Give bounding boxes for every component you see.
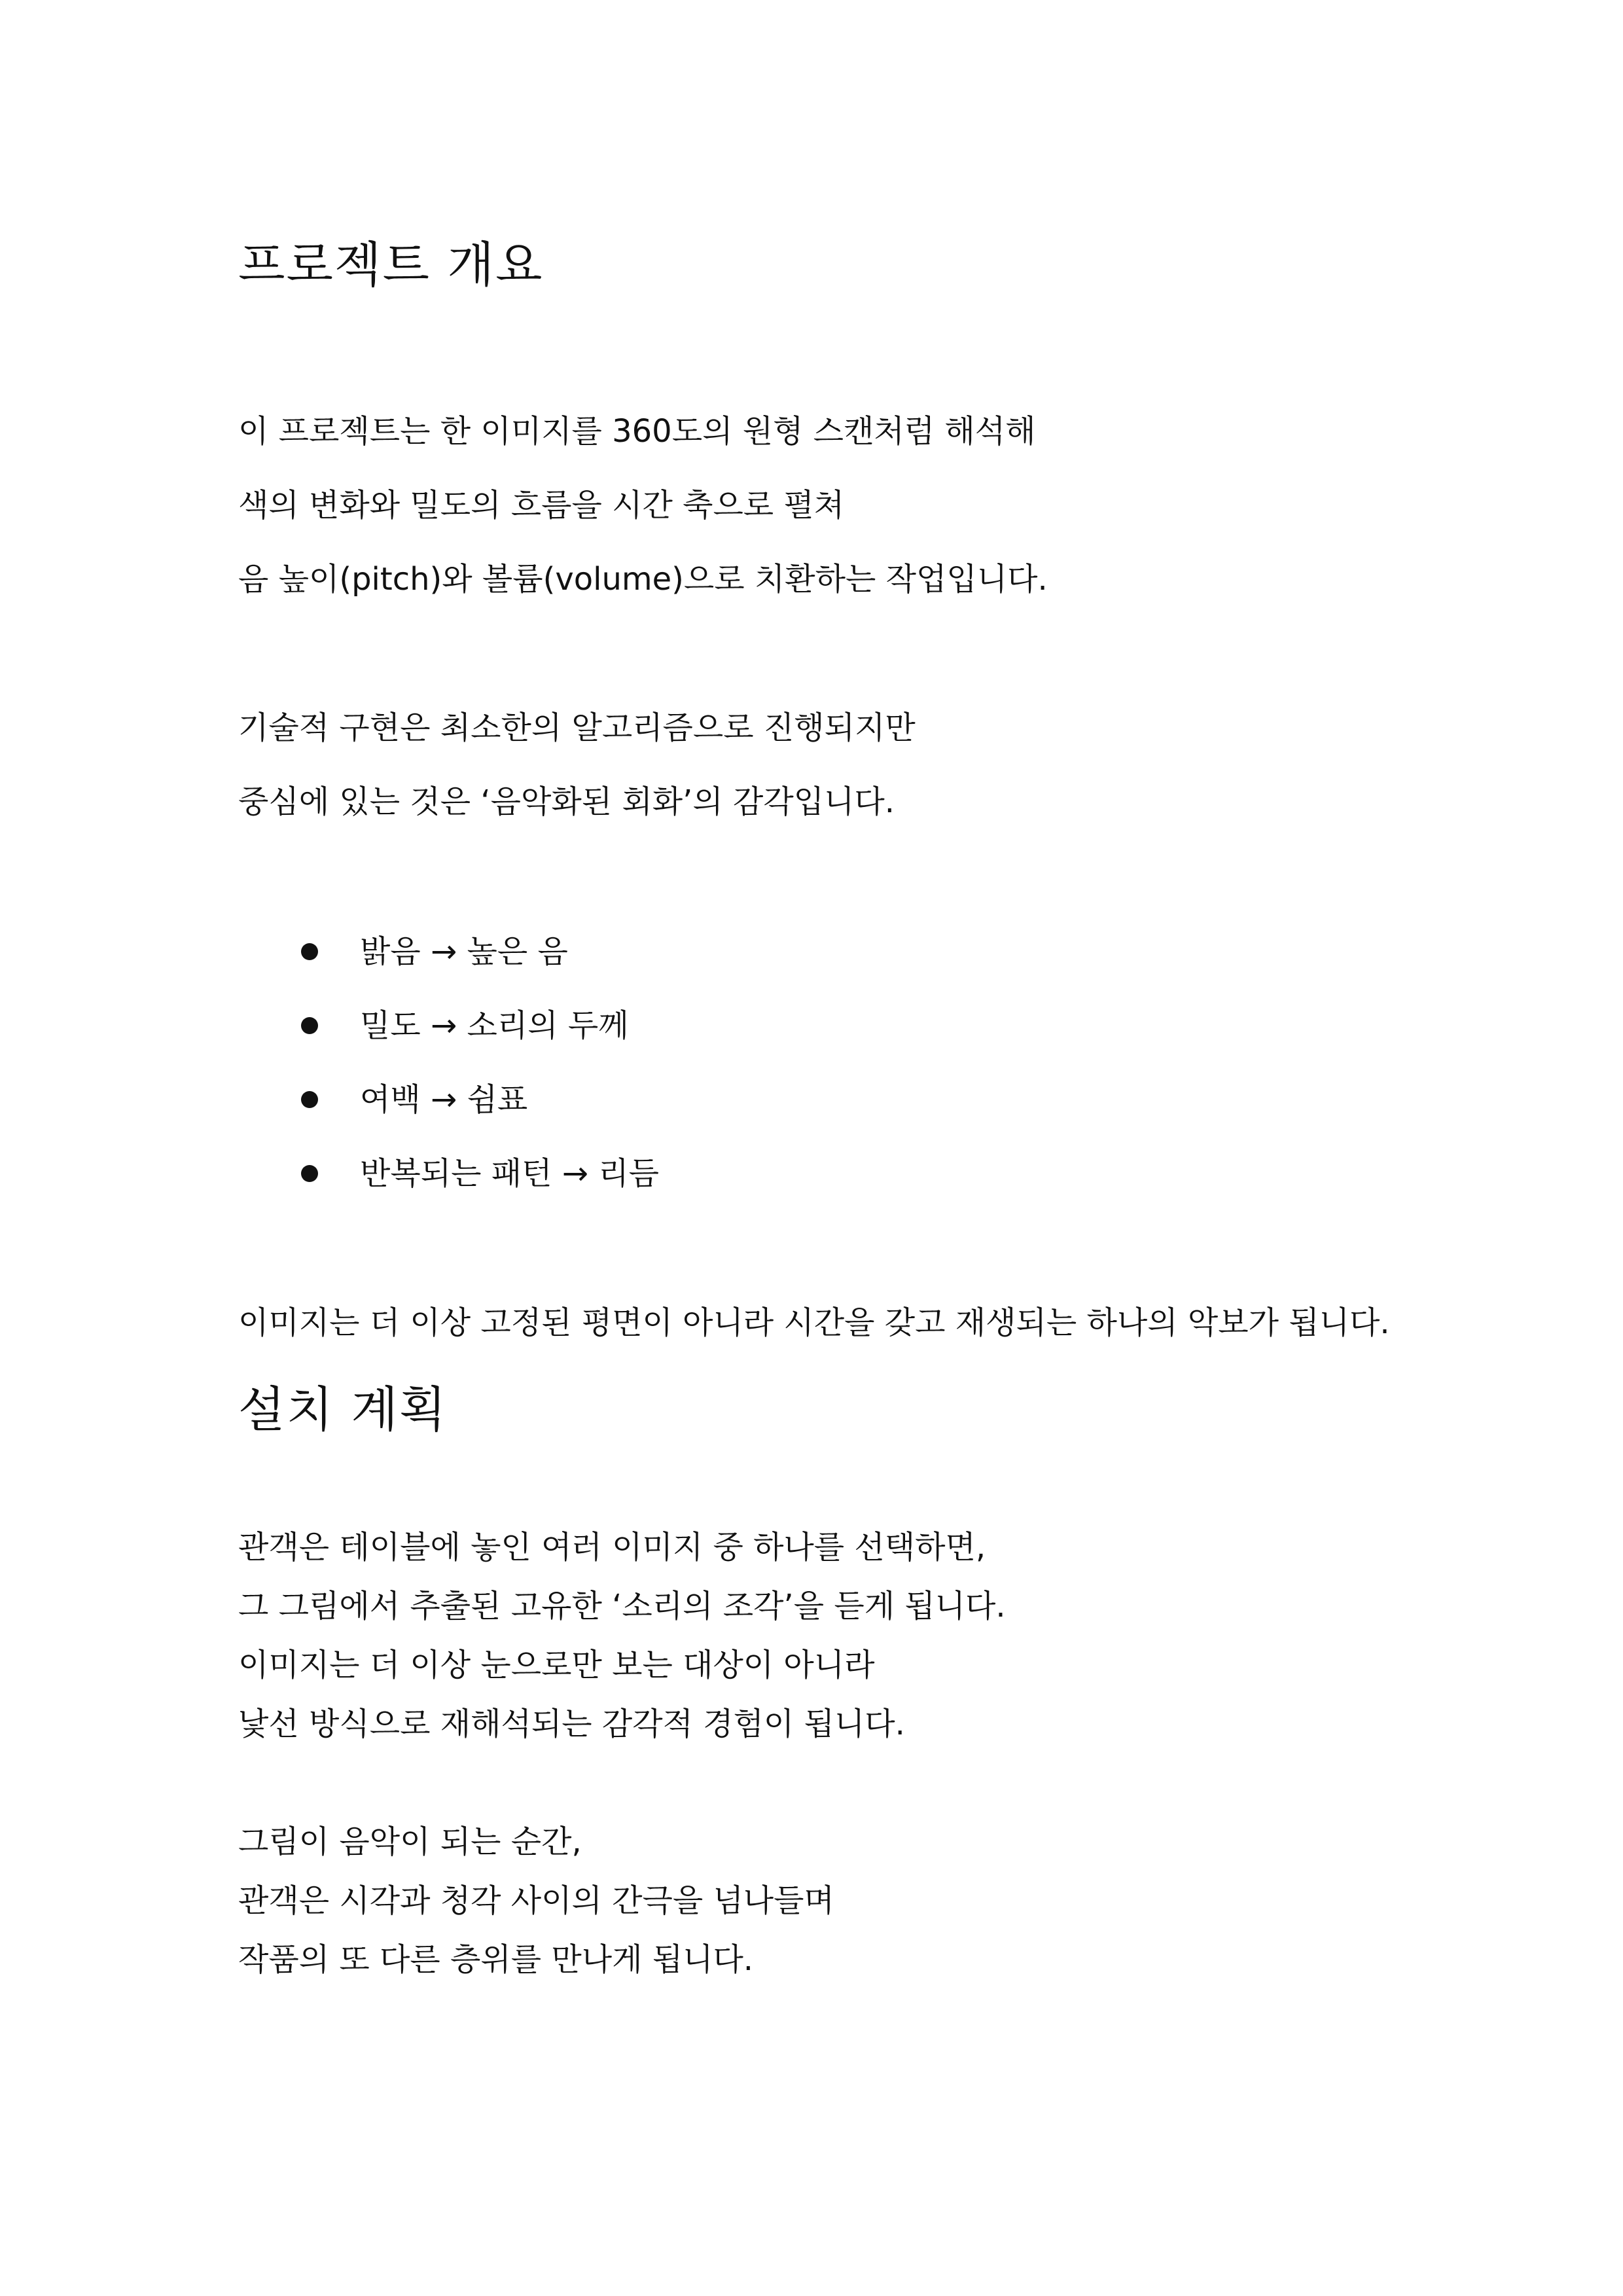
overview-closing: 이미지는 더 이상 고정된 평면이 아니라 시간을 갖고 재생되는 하나의 악보가 됩니다. <box>238 1304 1390 1341</box>
section-title-installation: 설치 계획 <box>238 1382 448 1438</box>
list-item <box>301 1007 629 1044</box>
list-item-text: 반복되는 패턴 → 리듬 <box>360 1155 659 1192</box>
list-item-text: 여백 → 쉼표 <box>360 1081 528 1118</box>
list-item <box>301 933 568 970</box>
overview-paragraph2-line2: 중심에 있는 것은 ‘음악화된 회화’의 감각입니다. <box>238 783 895 820</box>
list-item <box>301 1155 659 1192</box>
overview-paragraph1-line3: 음 높이(pitch)와 볼륨(volume)으로 치환하는 작업입니다. <box>238 561 1048 598</box>
installation-paragraph1-line4: 낯선 방식으로 재해석되는 감각적 경험이 됩니다. <box>238 1706 905 1742</box>
overview-paragraph2-line1: 기술적 구현은 최소한의 알고리즘으로 진행되지만 <box>238 709 916 746</box>
installation-paragraph2-line1: 그림이 음악이 되는 순간, <box>238 1823 582 1860</box>
section-title-overview: 프로젝트 개요 <box>238 237 544 293</box>
bullet-icon <box>301 943 318 960</box>
installation-paragraph2-line2: 관객은 시각과 청각 사이의 간극을 넘나들며 <box>238 1882 834 1919</box>
overview-paragraph1-line2: 색의 변화와 밀도의 흐름을 시간 축으로 펼쳐 <box>238 487 845 524</box>
installation-paragraph1-line1: 관객은 테이블에 놓인 여러 이미지 중 하나를 선택하면, <box>238 1529 986 1566</box>
bullet-icon <box>301 1091 318 1108</box>
installation-paragraph1-line2: 그 그림에서 추출된 고유한 ‘소리의 조각’을 듣게 됩니다. <box>238 1588 1006 1624</box>
list-item-text: 밀도 → 소리의 두께 <box>360 1007 629 1044</box>
list-item <box>301 1081 528 1118</box>
overview-paragraph1-line1: 이 프로젝트는 한 이미지를 360도의 원형 스캔처럼 해석해 <box>238 413 1036 450</box>
installation-paragraph1-line3: 이미지는 더 이상 눈으로만 보는 대상이 아니라 <box>238 1647 875 1683</box>
bullet-icon <box>301 1165 318 1182</box>
list-item-text: 밝음 → 높은 음 <box>360 933 568 970</box>
installation-paragraph2-line3: 작품의 또 다른 층위를 만나게 됩니다. <box>238 1941 754 1978</box>
bullet-icon <box>301 1017 318 1034</box>
